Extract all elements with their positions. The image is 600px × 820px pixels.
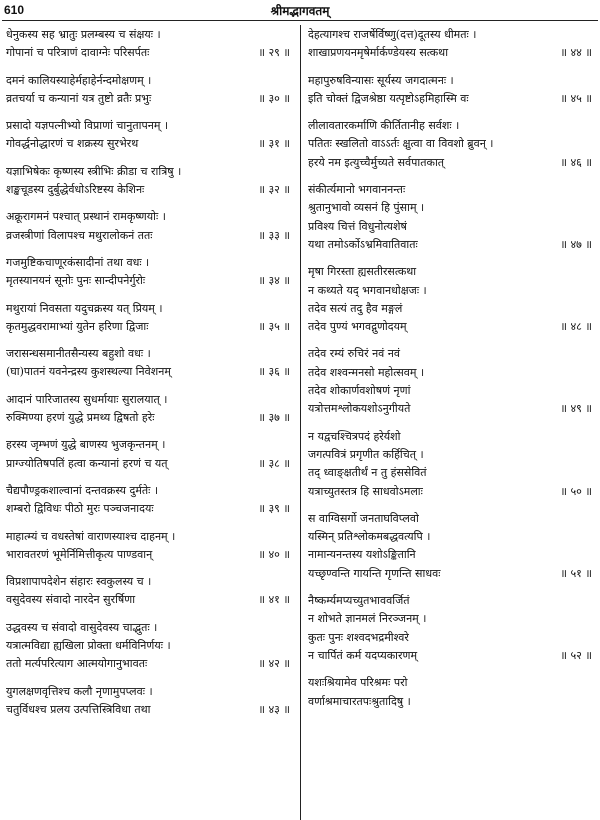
verse-number: ॥ ३८ ॥ (258, 456, 290, 470)
verse-number: ॥ ५२ ॥ (560, 648, 592, 662)
verse-line: स वाग्विसर्गो जनताघविप्लवो (308, 511, 419, 525)
verse-line: प्रविश्य चित्तं विधुनोत्यशेषं (308, 219, 407, 233)
verse-line: व्रतचर्या च कन्यानां यत्र तुष्टो व्रतैः प्रभुः (6, 91, 152, 105)
verse-line: शम्बरो द्विविधः पीठो मुरः पञ्चजनादयः (6, 502, 154, 516)
verse-line: यथा तमोऽर्कोऽभ्रमिवातिवातः (308, 237, 418, 251)
right-column (308, 26, 594, 720)
verse-line: प्रसादो यज्ञपत्नीभ्यो विप्राणां चानुतापनम् । (6, 119, 169, 133)
verse-line: अक्रूरागमनं पश्चात् प्रस्थानं रामकृष्णयोः । (6, 210, 166, 224)
header-rule (2, 20, 598, 21)
verse-number: ॥ ५० ॥ (560, 484, 592, 498)
verse-line: श्रुतानुभावो व्यसनं हि पुंसाम् । (308, 201, 425, 215)
verse-line: इति चोक्तं द्विजश्रेष्ठा यत्पृष्टोऽहमिहास्मि वः (308, 91, 469, 105)
verse-number: ॥ ४६ ॥ (560, 155, 592, 169)
verse-number: ॥ ३६ ॥ (258, 365, 290, 379)
verse (6, 163, 292, 200)
verse (6, 254, 292, 291)
verse-line: न चार्पितं कर्म यदप्यकारणम् (308, 648, 418, 662)
verse-number: ॥ ४१ ॥ (258, 593, 290, 607)
verse (6, 72, 292, 109)
verse-number: ॥ ३० ॥ (258, 91, 290, 105)
verse-line: यच्छृण्वन्ति गायन्ति गृणन्ति साधवः (308, 566, 441, 580)
page-number: 610 (4, 3, 25, 17)
verse-line: यत्रोत्तमश्लोकयशोऽनुगीयते (308, 402, 411, 416)
verse-number: ॥ ३५ ॥ (258, 319, 290, 333)
verse (6, 528, 292, 565)
verse (6, 436, 292, 473)
verse-line: गोपानां च परित्राणं दावाग्नेः परिसर्पतः (6, 46, 150, 60)
verse-line: यज्ञाभिषेकः कृष्णस्य स्त्रीभिः क्रीडा च रात्रिषु । (6, 164, 182, 178)
verse-number: ॥ ३९ ॥ (258, 502, 290, 516)
verse-line: वर्णाश्रमाचारतपःश्रुतादिषु । (308, 694, 411, 708)
verse-line: तदेव सत्यं तदु हैव मङ्गलं (308, 301, 403, 315)
left-column (6, 26, 292, 728)
verse (308, 592, 594, 665)
verse (308, 26, 594, 63)
verse (6, 26, 292, 63)
verse-line: धेनुकस्य सह भ्रातुः प्रलम्बस्य च संक्षयः । (6, 28, 161, 41)
verse-line: तदेव पुण्यं भगवद्गुणोदयम् (308, 320, 407, 334)
verse-line: उद्धवस्य च संवादो वासुदेवस्य चाद्भुतः । (6, 620, 158, 634)
verse (308, 674, 594, 711)
verse-line: देहत्यागश्च राजर्षेर्विष्णु(दत्त)दूतस्य धीमतः । (308, 28, 477, 41)
verse-line: हरस्य जृम्भणं युद्धे बाणस्य भुजकृन्तनम् । (6, 438, 166, 452)
verse (6, 482, 292, 519)
verse-line: शाखाप्रणयनमृषेर्मार्कण्डेयस्य सत्कथा (308, 46, 449, 60)
column-divider (300, 25, 301, 820)
verse (308, 428, 594, 501)
verse-number: ॥ २९ ॥ (258, 46, 290, 60)
verse (6, 208, 292, 245)
verse (308, 117, 594, 172)
verse (6, 117, 292, 154)
verse (6, 619, 292, 674)
running-head: श्रीमद्भागवतम् (270, 4, 330, 18)
verse-line: संकीर्त्यमानो भगवाननन्तः (308, 183, 406, 197)
verse-line: नामान्यनन्तस्य यशोऽङ्कितानि (308, 548, 416, 562)
verse (6, 345, 292, 382)
verse-number: ॥ ४८ ॥ (560, 320, 592, 334)
verse-line: व्रजस्त्रीणां विलापश्च मथुरालोकनं ततः (6, 228, 153, 242)
verse-line: वसुदेवस्य संवादो नारदेन सुरर्षिणा (6, 593, 136, 607)
verse-number: ॥ ३१ ॥ (258, 137, 290, 151)
verse-line: यस्मिन् प्रतिश्लोकमबद्धवत्यपि । (308, 530, 431, 544)
verse-number: ॥ ३७ ॥ (258, 411, 290, 425)
verse-line: तद् ध्वाङ्क्षतीर्थं न तु हंससेवितं (308, 466, 427, 480)
verse-line: प्राग्ज्योतिषपतिं हत्वा कन्यानां हरणं च यत् (6, 456, 168, 470)
verse-line: तदेव शोकार्णवशोषणं नृणां (308, 384, 411, 398)
verse (6, 573, 292, 610)
verse-line: यशःश्रियामेव परिश्रमः परो (308, 676, 408, 690)
verse-line: दमनं कालियस्याहेर्महाहेर्नन्दमोक्षणम् । (6, 73, 152, 87)
verse-number: ॥ ४२ ॥ (258, 657, 290, 671)
verse-line: कृतमुद्धवरामाभ्यां युतेन हरिणा द्विजाः (6, 319, 149, 333)
verse-number: ॥ ४० ॥ (258, 547, 290, 561)
verse-number: ॥ ४५ ॥ (560, 91, 592, 105)
verse (308, 263, 594, 336)
verse-number: ॥ ३२ ॥ (258, 183, 290, 197)
verse-line: पतितः स्खलितो वाऽऽर्तः क्षुत्वा वा विवशो ब्रुवन् । (308, 137, 494, 151)
verse-line: तदेव रम्यं रुचिरं नवं नवं (308, 347, 401, 361)
verse-line: शङ्खचूडस्य दुर्बुद्धेर्वधोऽरिष्टस्य केशिनः (6, 183, 145, 197)
verse-line: युगलक्षणवृत्तिश्च कलौ नृणामुपप्लवः । (6, 684, 153, 698)
verse-line: यत्रात्मविद्या ह्यखिला प्रोक्ता धर्मविनिर्णयः । (6, 639, 171, 653)
verse-line: भारावतरणं भूमेर्निमित्तीकृत्य पाण्डवान् (6, 547, 153, 561)
verse-line: महापुरुषविन्यासः सूर्यस्य जगदात्मनः । (308, 73, 454, 87)
verse-line: न कथ्यते यद् भगवानधोक्षजः । (308, 283, 427, 297)
verse (308, 510, 594, 583)
verse-line: हरये नम इत्युच्चैर्मुच्यते सर्वपातकात् (308, 155, 445, 169)
verse-line: नैष्कर्म्यमप्यच्युतभाववर्जितं (308, 594, 410, 608)
verse-line: चैद्यपौण्ड्रकशाल्वानां दन्तवक्रस्य दुर्मतेः । (6, 483, 159, 497)
verse (308, 181, 594, 254)
verse-number: ॥ ४७ ॥ (560, 237, 592, 251)
verse-number: ॥ ४९ ॥ (560, 402, 592, 416)
verse-line: आदानं पारिजातस्य सुधर्मायाः सुरालयात् । (6, 392, 168, 406)
verse-line: जगत्पवित्रं प्रगृणीत कर्हिचित् । (308, 447, 424, 461)
verse-line: न शोभते ज्ञानमलं निरञ्जनम् । (308, 612, 427, 626)
page-header (0, 0, 600, 22)
verse (6, 391, 292, 428)
verse (308, 345, 594, 418)
verse-line: गजमुष्टिकचाणूरकंसादीनां तथा वधः । (6, 255, 150, 269)
verse-number: ॥ ३३ ॥ (258, 228, 290, 242)
verse-number: ॥ ३४ ॥ (258, 274, 290, 288)
verse-number: ॥ ५१ ॥ (560, 566, 592, 580)
verse (308, 72, 594, 109)
verse-line: मृषा गिरस्ता ह्यसतीरसत्कथा (308, 265, 417, 279)
verse-line: चतुर्विधश्च प्रलय उत्पत्तिस्त्रिविधा तथा (6, 702, 151, 716)
verse (6, 683, 292, 720)
verse-number: ॥ ४४ ॥ (560, 46, 592, 60)
verse-line: लीलावतारकर्माणि कीर्तितानीह सर्वशः । (308, 119, 460, 133)
verse-line: रुक्मिण्या हरणं युद्धे प्रमथ्य द्विषतो हरेः (6, 411, 155, 425)
verse-line: यत्राच्युतस्तत्र हि साधवोऽमलाः (308, 484, 423, 498)
verse-line: तदेव शश्वन्मनसो महोत्सवम् । (308, 365, 425, 379)
verse-line: ततो मर्त्यपरित्याग आत्मयोगानुभावतः (6, 657, 148, 671)
verse (6, 300, 292, 337)
verse-number: ॥ ४३ ॥ (258, 702, 290, 716)
verse-line: न यद्वचश्चित्रपदं हरेर्यशो (308, 429, 401, 443)
verse-line: कुतः पुनः शश्वदभद्रमीश्वरे (308, 630, 409, 644)
verse-line: जरासन्धसमानीतसैन्यस्य बहुशो वधः । (6, 347, 151, 361)
verse-line: माहात्म्यं च वधस्तेषां वाराणस्याश्च दाहनम् । (6, 529, 176, 543)
verse-line: (घा)पातनं यवनेन्द्रस्य कुशस्थल्या निवेशनम् (6, 365, 171, 379)
verse-line: विप्रशापापदेशेन संहारः स्वकुलस्य च । (6, 575, 152, 589)
verse-line: मथुरायां निवसता यदुचक्रस्य यत् प्रियम् । (6, 301, 163, 315)
verse-line: मृतस्यानयनं सूनोः पुनः सान्दीपनेर्गुरोः (6, 274, 146, 288)
verse-line: गोवर्द्धनोद्धारणं च शक्रस्य सुरभेरथ (6, 137, 139, 151)
